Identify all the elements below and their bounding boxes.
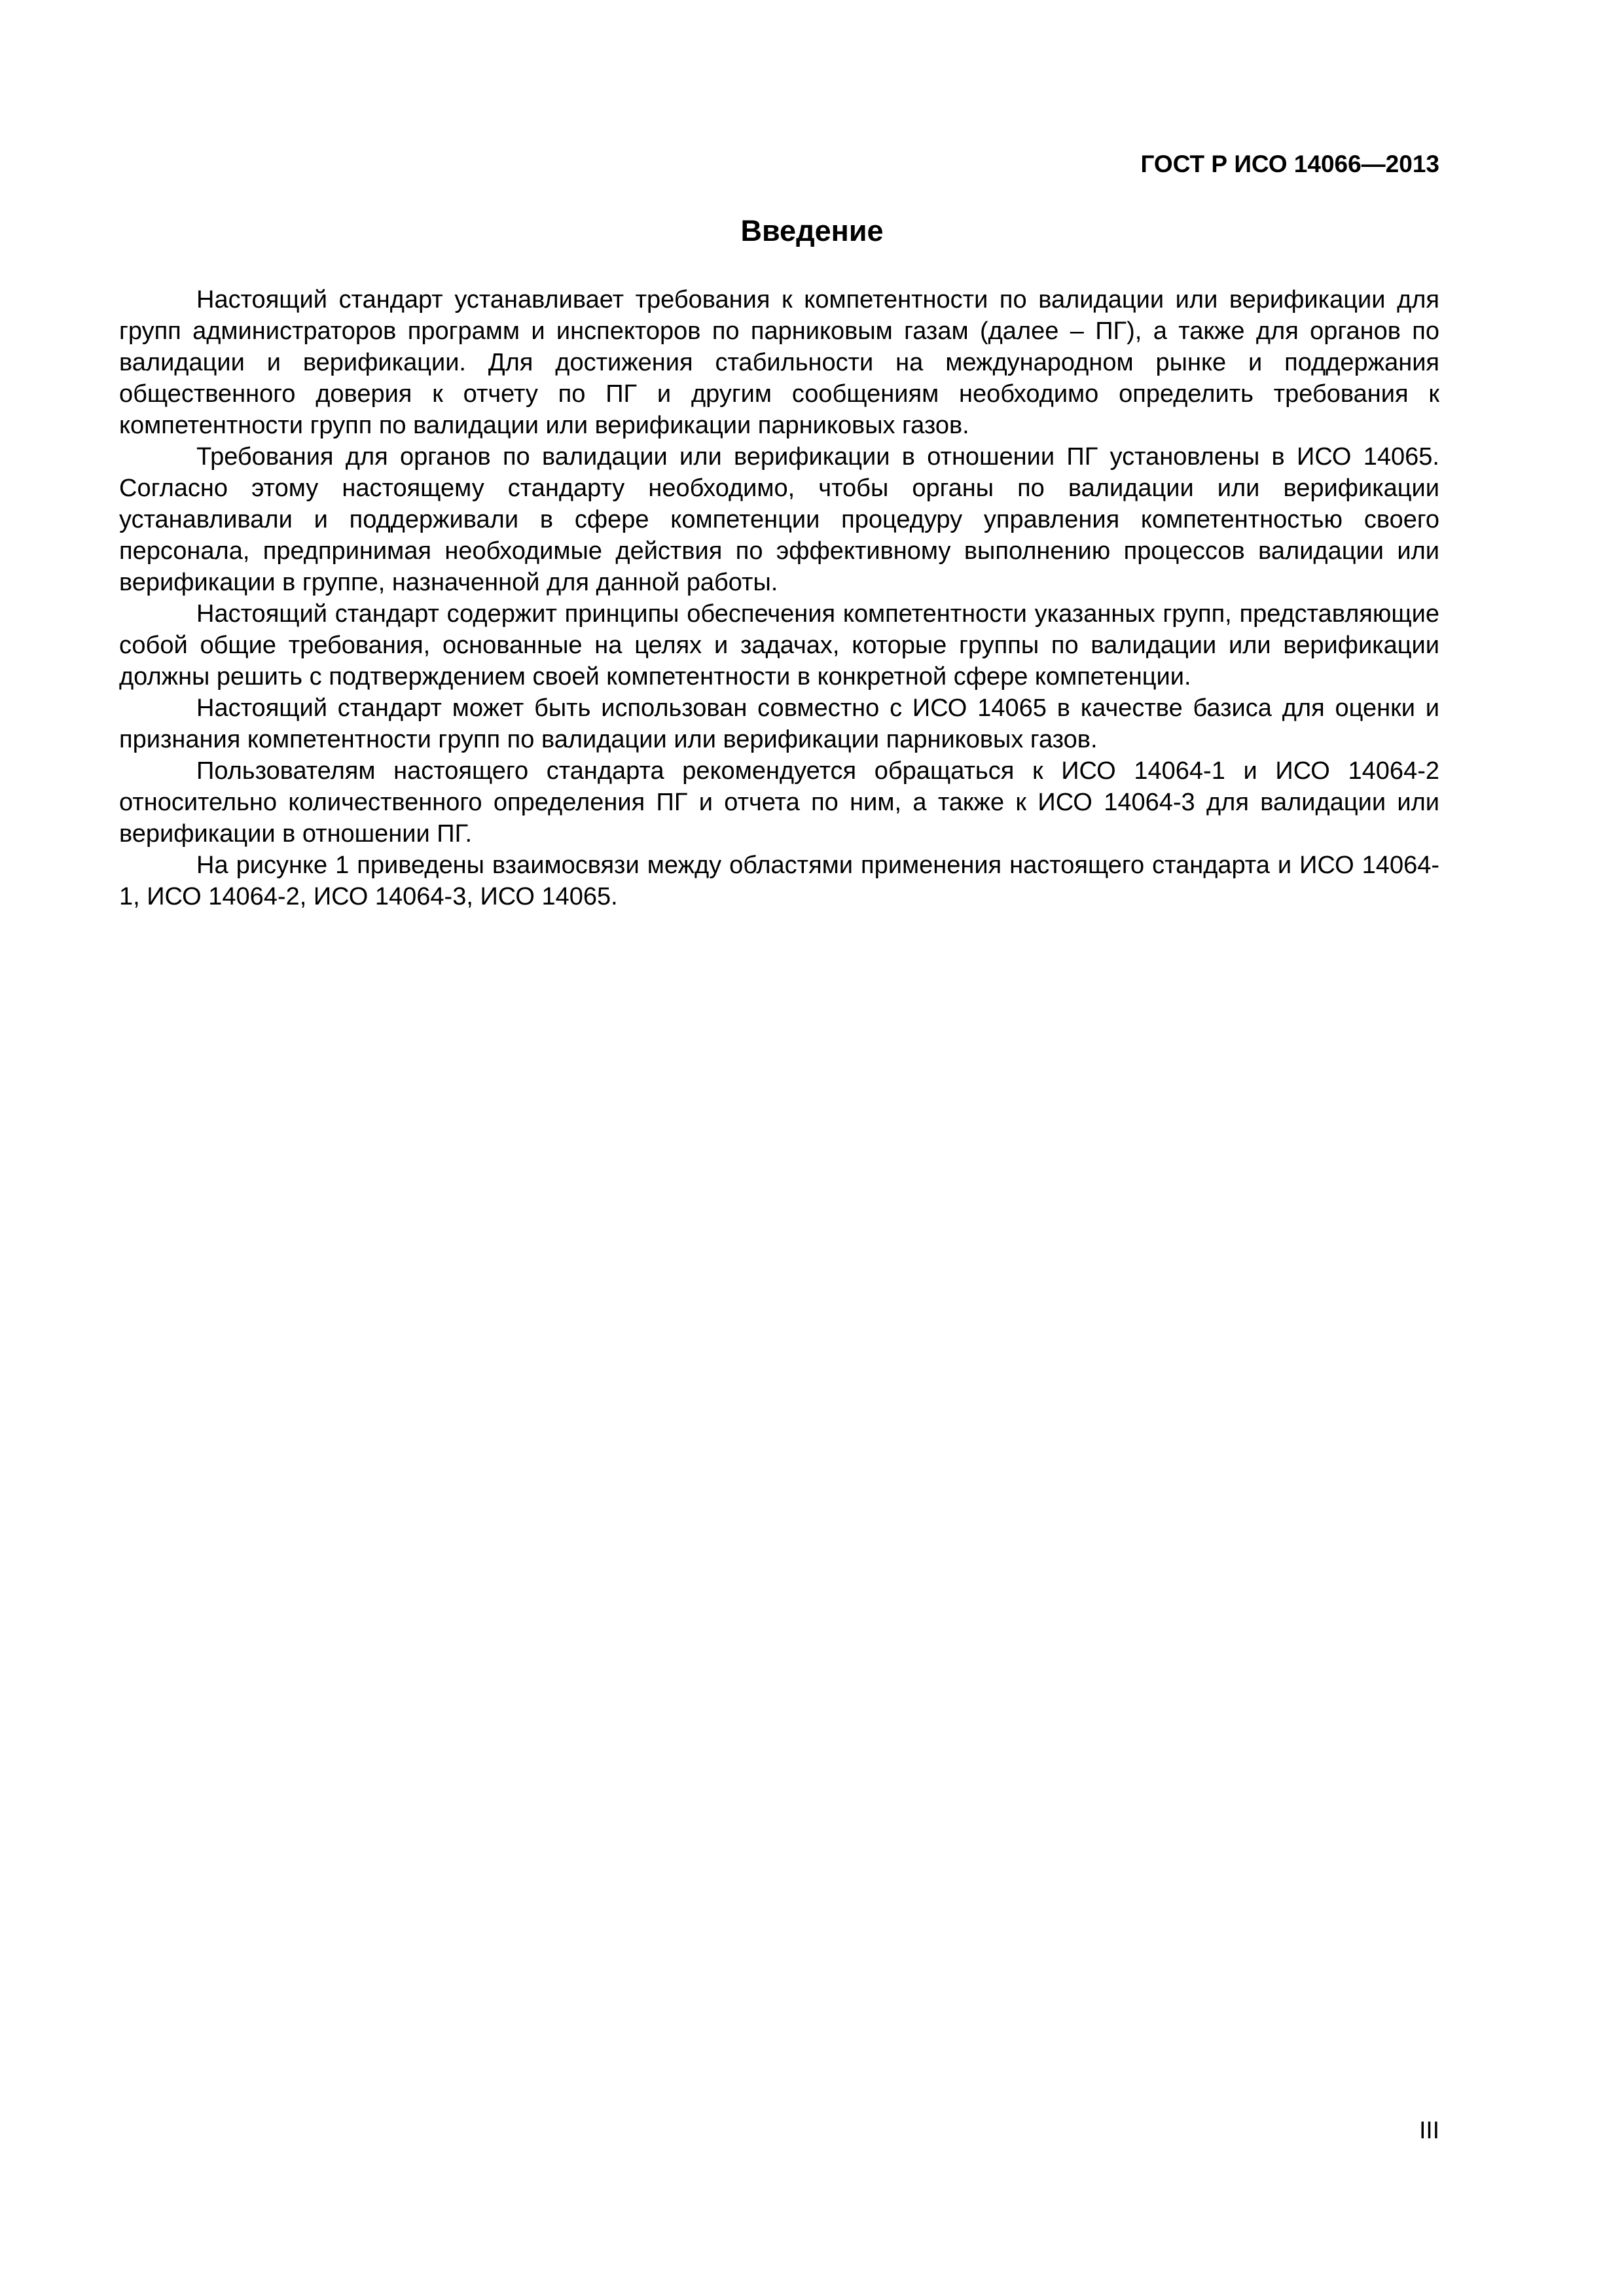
- paragraph: Пользователям настоящего стандарта рекомендуется обращаться к ИСО 14064-1 и ИСО 14064-2 относительно количественного определения ПГ и отчета по ним, а также к ИСО 14064-3 для валидации или верификации в отношении ПГ.: [119, 757, 1439, 848]
- paragraph: Требования для органов по валидации или верификации в отношении ПГ установлены в ИСО 14065. Согласно этому настоящему стандарту необходимо, чтобы органы по валидации или верификации устанавливали и поддерживали в сфере компетенции процедуру управления компетентностью своего персонала, предпринимая необходимые действия по эффективному выполнению процессов валидации или верификации в группе, назначенной для данной работы.: [119, 443, 1439, 596]
- section-title: Введение: [740, 214, 884, 247]
- paragraph: Настоящий стандарт содержит принципы обеспечения компетентности указанных групп, представляющие собой общие требования, основанные на целях и задачах, которые группы по валидации или верификации должны решить с подтверждением своей компетентности в конкретной сфере компетенции.: [119, 600, 1439, 691]
- body-text: [119, 284, 1439, 912]
- page-number: III: [1419, 2117, 1439, 2144]
- document-code-header: ГОСТ Р ИСО 14066—2013: [1140, 151, 1439, 177]
- paragraph: Настоящий стандарт устанавливает требования к компетентности по валидации или верификации для групп администраторов программ и инспекторов по парниковым газам (далее – ПГ), а также для органов по валидации и верификации. Для достижения стабильности на международном рынке и поддержания общественного доверия к отчету по ПГ и другим сообщениям необходимо определить требования к компетентности групп по валидации или верификации парниковых газов.: [119, 286, 1439, 439]
- paragraph: На рисунке 1 приведены взаимосвязи между областями применения настоящего стандарта и ИСО 14064-1, ИСО 14064-2, ИСО 14064-3, ИСО 14065.: [119, 852, 1439, 910]
- paragraph: Настоящий стандарт может быть использован совместно с ИСО 14065 в качестве базиса для оценки и признания компетентности групп по валидации или верификации парниковых газов.: [119, 694, 1439, 753]
